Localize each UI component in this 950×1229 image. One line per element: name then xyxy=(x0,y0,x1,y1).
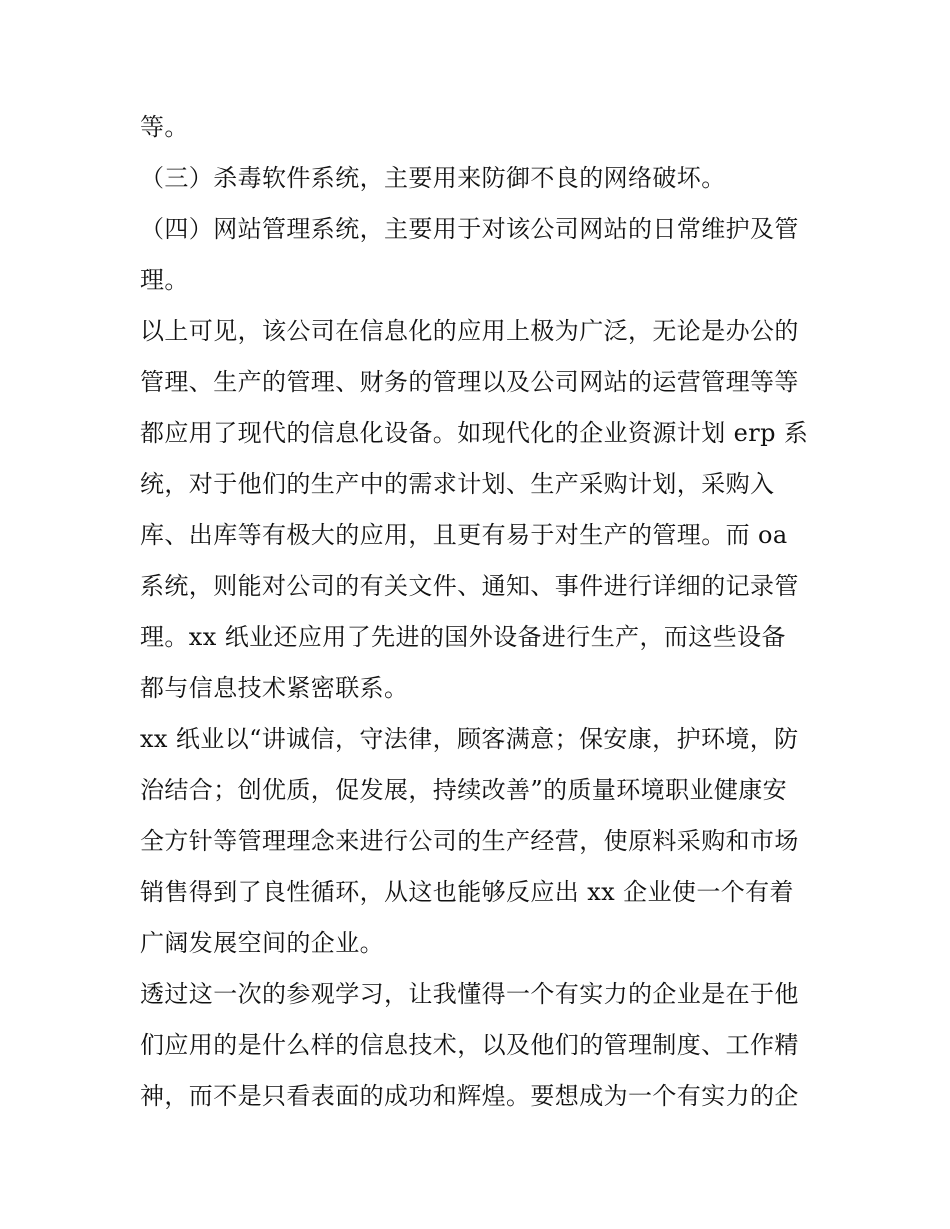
text-line: 统，对于他们的生产中的需求计划、生产采购计划，采购入 xyxy=(140,470,775,498)
text-line: xx 纸业以“讲诚信，守法律，顾客满意；保安康，护环境，防 xyxy=(140,725,799,753)
text-line: 系统，则能对公司的有关文件、通知、事件进行详细的记录管 xyxy=(140,572,799,600)
text-line: 治结合；创优质，促发展，持续改善”的质量环境职业健康安 xyxy=(140,776,788,804)
text-line: 销售得到了良性循环，从这也能够反应出 xx 企业使一个有着 xyxy=(140,878,794,906)
text-line: 以上可见，该公司在信息化的应用上极为广泛，无论是办公的 xyxy=(140,317,799,345)
text-line: 透过这一次的参观学习，让我懂得一个有实力的企业是在于他 xyxy=(140,980,799,1008)
text-line: （三）杀毒软件系统，主要用来防御不良的网络破坏。 xyxy=(140,164,726,192)
text-line: 们应用的是什么样的信息技术，以及他们的管理制度、工作精 xyxy=(140,1031,799,1059)
text-line: 管理、生产的管理、财务的管理以及公司网站的运营管理等等 xyxy=(140,368,799,396)
text-line: 神，而不是只看表面的成功和辉煌。要想成为一个有实力的企 xyxy=(140,1082,799,1110)
text-line: 都应用了现代的信息化设备。如现代化的企业资源计划 erp 系 xyxy=(140,419,809,447)
text-line: 全方针等管理理念来进行公司的生产经营，使原料采购和市场 xyxy=(140,827,799,855)
text-line: 广阔发展空间的企业。 xyxy=(140,929,384,957)
text-line: 库、出库等有极大的应用，且更有易于对生产的管理。而 oa xyxy=(140,521,788,549)
text-line: 理。 xyxy=(140,266,189,294)
document-body xyxy=(140,102,812,1122)
text-line: 理。xx 纸业还应用了先进的国外设备进行生产，而这些设备 xyxy=(140,623,786,651)
text-line: 都与信息技术紧密联系。 xyxy=(140,674,409,702)
text-line: （四）网站管理系统，主要用于对该公司网站的日常维护及管 xyxy=(140,215,799,243)
text-line: 等。 xyxy=(140,113,189,141)
